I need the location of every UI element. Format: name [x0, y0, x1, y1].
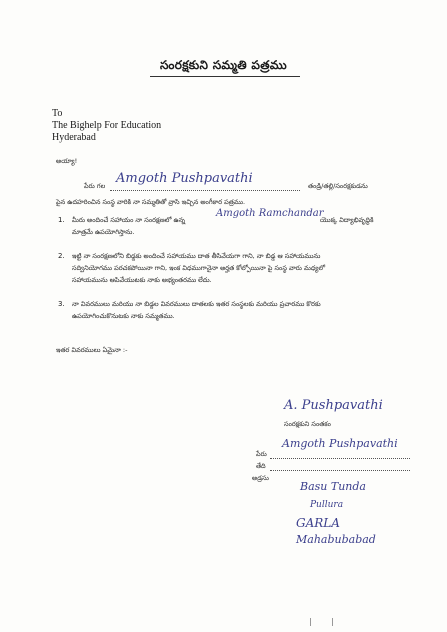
address-label: అడ్రసు: [252, 474, 269, 482]
name-line: [270, 458, 410, 459]
other-details-label: ఇతర వివరములు ఏమైనా :-: [56, 346, 128, 354]
signature-label: సంరక్షకుని సంతకం: [284, 420, 331, 428]
address-line-4: Mahabubabad: [296, 533, 376, 546]
guardian-signature: A. Pushpavathi: [284, 398, 383, 413]
to-label: To: [52, 108, 63, 119]
item-2-line2: సద్వినియోగము పరచకపోయినా గాని, ఇంక విధముగానైనా అర్హత కోల్పోయినా పై సంస్థ వారు మధ్యలో: [72, 264, 326, 272]
salutation: అయ్యా!: [56, 157, 78, 165]
item-1-line2: మాత్రమే ఉపయోగిస్తాను.: [72, 228, 135, 236]
item-1-name-handwritten: Amgoth Ramchandar: [216, 208, 324, 219]
recipient-name: The Bighelp For Education: [52, 120, 162, 131]
document-title: సంరక్షకుని సమ్మతి పత్రము: [159, 58, 288, 72]
address-line-1: Basu Tunda: [300, 480, 366, 493]
item-3-number: 3.: [58, 300, 65, 308]
scan-artifact: [310, 618, 311, 626]
item-2-line3: సహాయమును ఆపివేయుటకు నాకు అభ్యంతరము లేదు.: [72, 276, 212, 284]
guardian-name-handwritten: Amgoth Pushpavathi: [282, 437, 398, 450]
name-label: పేరు: [256, 450, 267, 458]
item-3-line2: ఉపయోగించుకొనుటకు నాకు సమ్మతము.: [72, 312, 175, 320]
address-line-3: GARLA: [296, 516, 340, 530]
scan-artifact: [332, 618, 333, 626]
item-2-line1: ఇట్టి నా సంరక్షణలోని బిడ్డకు అందించే సహాయము దాత తీసివేయగా గాని, నా బిడ్డ ఆ సహాయమును: [72, 252, 321, 260]
intro-name-line: [110, 190, 300, 191]
intro-line2: పైన ఉదహరించిన సంస్థ వారికి నా సమ్మతితో వ్రాసి ఇచ్చిన అంగీకార పత్రము.: [56, 198, 246, 206]
title-underline: [150, 76, 300, 77]
intro-suffix: తండ్రి/తల్లి/సంరక్షకుడను: [308, 182, 368, 190]
item-3-line1: నా వివరములు మరియు నా బిడ్డల వివరములు దాతలకు ఇతర సంస్థలకు మరియు ప్రచారము కొరకు: [72, 300, 321, 308]
address-line-2: Pullura: [310, 500, 344, 510]
date-line: [270, 470, 410, 471]
item-2-number: 2.: [58, 252, 65, 260]
date-label: తేది: [256, 462, 266, 470]
item-1-prefix: మీరు అందించే సహాయం నా సంరక్షణలో ఉన్న: [72, 216, 186, 224]
item-1-suffix: యొక్క విద్యాభివృద్ధికి: [320, 216, 374, 224]
item-1-number: 1.: [58, 216, 65, 224]
recipient-city: Hyderabad: [52, 132, 96, 143]
intro-name-handwritten: Amgoth Pushpavathi: [116, 171, 253, 186]
intro-prefix: పేరు గల: [84, 182, 106, 190]
